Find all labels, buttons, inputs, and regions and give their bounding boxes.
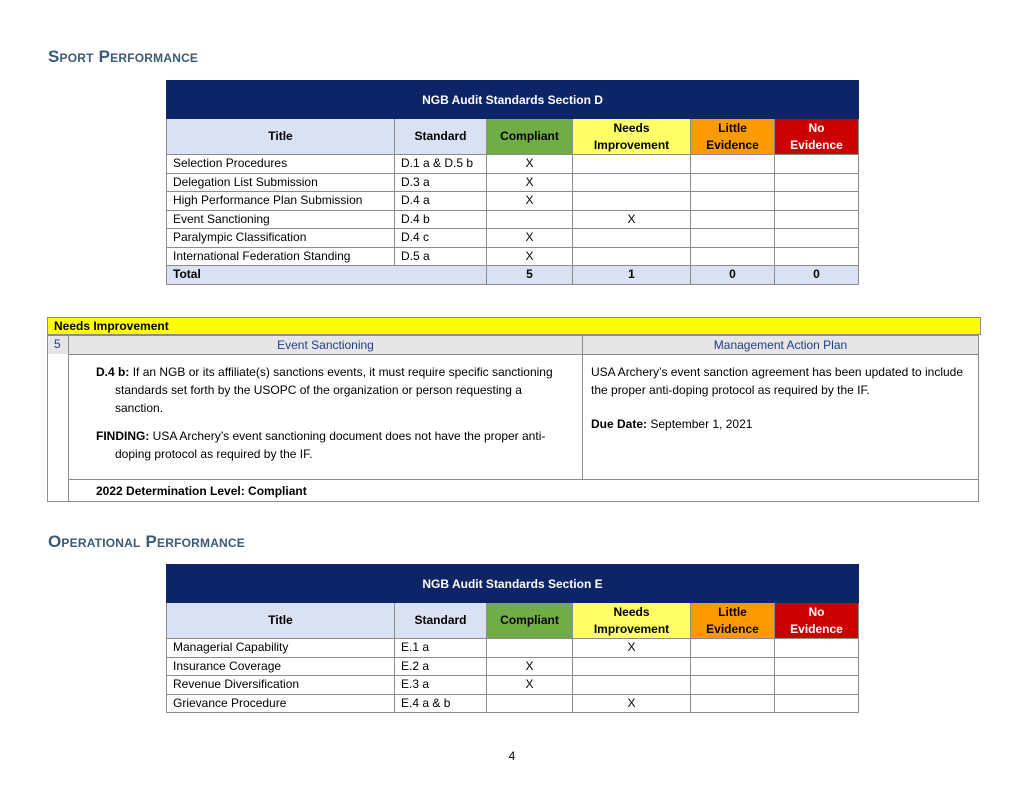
table-row	[167, 173, 859, 192]
row-no	[775, 155, 859, 174]
table-row	[167, 639, 859, 658]
row-compliant	[487, 639, 573, 658]
row-title: Paralympic Classification	[167, 229, 395, 248]
row-compliant: X	[487, 657, 573, 676]
row-needs	[573, 192, 691, 211]
col-header-compliant: Compliant	[487, 119, 573, 155]
row-needs: X	[573, 210, 691, 229]
event-sanctioning-header: Event Sanctioning	[69, 336, 583, 355]
row-title: Selection Procedures	[167, 155, 395, 174]
col-header-little-evidence: Little Evidence	[691, 119, 775, 155]
col-header-needs-improvement: Needs Improvement	[573, 119, 691, 155]
total-compliant: 5	[487, 266, 573, 285]
row-standard: E.3 a	[395, 676, 487, 695]
row-needs	[573, 173, 691, 192]
row-standard: D.4 b	[395, 210, 487, 229]
row-little	[691, 210, 775, 229]
col-header-no-evidence: No Evidence	[775, 603, 859, 639]
col-header-title: Title	[167, 119, 395, 155]
row-needs: X	[573, 694, 691, 713]
due-date: Due Date: September 1, 2021	[591, 417, 753, 431]
row-no	[775, 639, 859, 658]
col-header-little-evidence: Little Evidence	[691, 603, 775, 639]
col-header-compliant: Compliant	[487, 603, 573, 639]
col-header-needs-improvement: Needs Improvement	[573, 603, 691, 639]
row-no	[775, 229, 859, 248]
col-header-standard: Standard	[395, 119, 487, 155]
table-row	[167, 210, 859, 229]
row-no	[775, 173, 859, 192]
col-header-standard: Standard	[395, 603, 487, 639]
row-no	[775, 694, 859, 713]
section-d-title: NGB Audit Standards Section D	[167, 81, 859, 119]
management-action-plan-header: Management Action Plan	[583, 336, 979, 355]
table-row	[167, 247, 859, 266]
finding-paragraph: FINDING: USA Archery’s event sanctioning document does not have the proper anti-doping protocol as required by the IF.	[96, 429, 546, 461]
operational-performance-heading: Operational Performance	[48, 532, 245, 551]
row-title: Grievance Procedure	[167, 694, 395, 713]
row-needs	[573, 229, 691, 248]
row-standard: E.2 a	[395, 657, 487, 676]
total-no: 0	[775, 266, 859, 285]
row-little	[691, 676, 775, 695]
section-e-table	[166, 564, 859, 713]
section-e-title: NGB Audit Standards Section E	[167, 565, 859, 603]
col-header-no-evidence: No Evidence	[775, 119, 859, 155]
needs-improvement-table	[47, 335, 979, 502]
plan-cell	[583, 355, 979, 480]
row-little	[691, 155, 775, 174]
row-standard: D.1 a & D.5 b	[395, 155, 487, 174]
row-little	[691, 192, 775, 211]
row-standard: D.3 a	[395, 173, 487, 192]
row-no	[775, 657, 859, 676]
row-standard: D.4 c	[395, 229, 487, 248]
row-standard: E.4 a & b	[395, 694, 487, 713]
row-needs	[573, 247, 691, 266]
row-compliant: X	[487, 155, 573, 174]
needs-improvement-banner: Needs Improvement	[47, 317, 981, 335]
row-no	[775, 247, 859, 266]
item-number: 5	[48, 336, 69, 502]
col-header-title: Title	[167, 603, 395, 639]
row-little	[691, 694, 775, 713]
row-compliant	[487, 694, 573, 713]
row-title: Delegation List Submission	[167, 173, 395, 192]
determination-level: 2022 Determination Level: Compliant	[69, 480, 979, 502]
row-no	[775, 676, 859, 695]
row-standard: E.1 a	[395, 639, 487, 658]
plan-paragraph: USA Archery’s event sanction agreement has been updated to include the proper anti-doping protocol as required by the IF.	[591, 365, 964, 397]
row-compliant: X	[487, 676, 573, 695]
sport-performance-heading: Sport Performance	[48, 47, 199, 66]
row-little	[691, 657, 775, 676]
total-needs: 1	[573, 266, 691, 285]
row-no	[775, 210, 859, 229]
table-row	[167, 676, 859, 695]
total-little: 0	[691, 266, 775, 285]
row-little	[691, 639, 775, 658]
row-little	[691, 173, 775, 192]
row-compliant: X	[487, 247, 573, 266]
total-label: Total	[167, 266, 487, 285]
row-needs	[573, 657, 691, 676]
row-needs	[573, 676, 691, 695]
row-compliant	[487, 210, 573, 229]
row-needs	[573, 155, 691, 174]
row-standard: D.5 a	[395, 247, 487, 266]
row-compliant: X	[487, 192, 573, 211]
page-number: 4	[508, 749, 516, 763]
total-row	[167, 266, 859, 285]
row-needs: X	[573, 639, 691, 658]
table-row	[167, 657, 859, 676]
row-standard: D.4 a	[395, 192, 487, 211]
row-little	[691, 247, 775, 266]
row-title: High Performance Plan Submission	[167, 192, 395, 211]
row-title: Insurance Coverage	[167, 657, 395, 676]
row-title: Managerial Capability	[167, 639, 395, 658]
row-title: Event Sanctioning	[167, 210, 395, 229]
section-d-table	[166, 80, 859, 285]
table-row	[167, 155, 859, 174]
row-title: Revenue Diversification	[167, 676, 395, 695]
table-row	[167, 192, 859, 211]
row-compliant: X	[487, 173, 573, 192]
standard-paragraph: D.4 b: If an NGB or its affiliate(s) sanctions events, it must require specific sanctioning standards set forth by the USOPC of the organization or person requesting a sanction.	[96, 365, 553, 415]
table-row	[167, 694, 859, 713]
table-row	[167, 229, 859, 248]
row-compliant: X	[487, 229, 573, 248]
row-little	[691, 229, 775, 248]
row-title: International Federation Standing	[167, 247, 395, 266]
finding-cell	[69, 355, 583, 480]
row-no	[775, 192, 859, 211]
